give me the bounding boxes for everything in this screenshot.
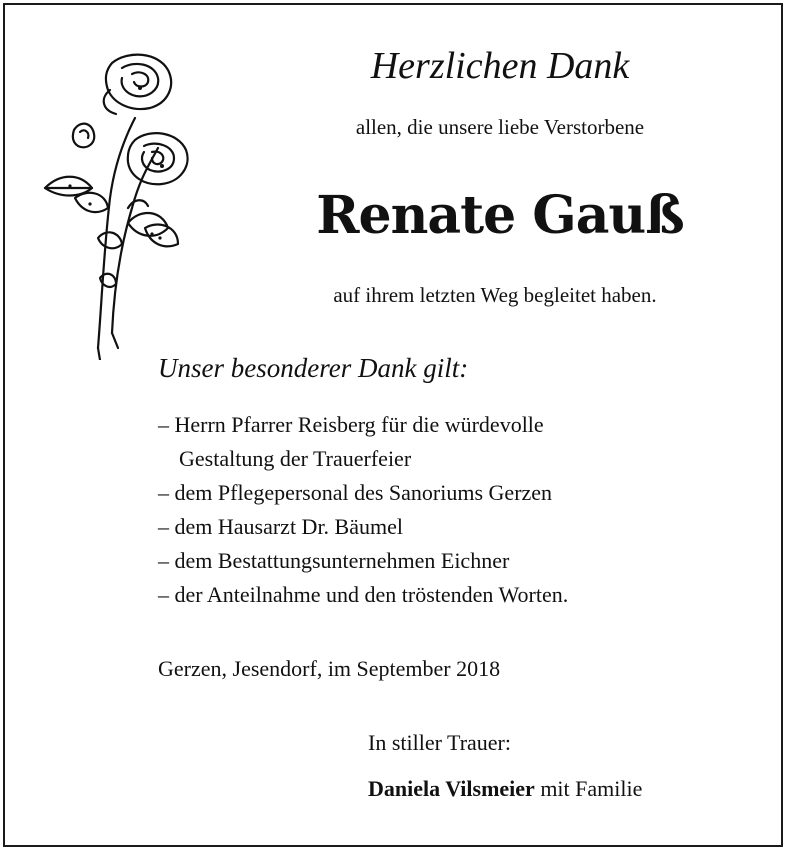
signature-line (368, 776, 642, 802)
list-item: – der Anteilnahme und den tröstenden Worten. (158, 582, 569, 607)
thanks-list (158, 408, 568, 612)
list-item: – Herrn Pfarrer Reisberg für die würdevolle (158, 412, 544, 437)
list-item: Gestaltung der Trauerfeier (179, 446, 412, 471)
rose-illustration-icon (40, 48, 190, 360)
mourning-line: In stiller Trauer: (368, 730, 511, 755)
list-item: – dem Hausarzt Dr. Bäumel (158, 514, 403, 539)
intro-text: allen, die unsere liebe Verstorbene (355, 115, 645, 139)
signatory-name: Daniela Vilsmeier (368, 776, 535, 801)
list-item: – dem Bestattungsunternehmen Eichner (158, 548, 510, 573)
deceased-name: Renate Gauß (316, 185, 684, 246)
notice-title: Herzlichen Dank (370, 45, 630, 87)
place-date: Gerzen, Jesendorf, im September 2018 (158, 656, 501, 681)
signatory-suffix: mit Familie (534, 776, 643, 801)
list-item: – dem Pflegepersonal des Sanoriums Gerzen (158, 480, 553, 505)
thanks-heading: Unser besonderer Dank gilt: (158, 353, 469, 383)
outro-text: auf ihrem letzten Weg begleitet haben. (333, 283, 657, 307)
